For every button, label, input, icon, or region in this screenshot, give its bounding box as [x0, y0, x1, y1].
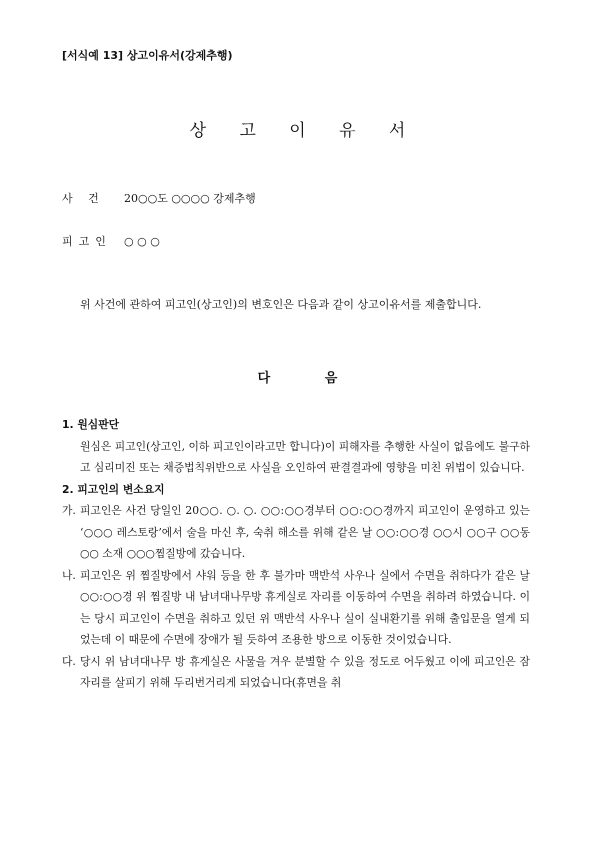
- list-item: [62, 500, 530, 565]
- section-1-body: 원심은 피고인(상고인, 이하 피고인이라고만 합니다)이 피해자를 추행한 사실이 없음에도 불구하고 심리미진 또는 채증법칙위반으로 사실을 오인하여 판결결과에 영향을 미친 위법이 있습니다.: [80, 439, 530, 474]
- item-text: 피고인은 사건 당일인 20○○. ○. ○. ○○:○○경부터 ○○:○○경까지 피고인이 운영하고 있는 ‘○○○ 레스토랑’에서 술을 마신 후, 숙취 해소를 위해 같은 날 ○○:○○경 ○○시 ○○구 ○○동 ○○ 소재 ○○○찜질방에 갔습니다.: [80, 504, 530, 560]
- section-title-1: 1. 원심판단: [62, 418, 120, 431]
- item-marker: 나.: [62, 568, 76, 582]
- case-value: 20○○도 ○○○○ 강제추행: [124, 192, 256, 205]
- form-label: [서식예 13] 상고이유서(강제추행): [62, 49, 233, 62]
- section-heading: 다 음: [257, 371, 338, 386]
- list-item: [62, 651, 530, 694]
- case-label: 사 건: [62, 192, 105, 205]
- defendant-field: [62, 233, 160, 249]
- item-text: 피고인은 위 찜질방에서 샤워 등을 한 후 불가마 맥반석 사우나 실에서 수면을 취하다가 같은 날 ○○:○○경 위 찜질방 내 남녀대나무방 휴게실로 자리를 이동하여 수면을 취하려 하였습니다. 이는 당시 피고인이 수면을 취하고 있던 위 맥반석 사우나 실이 실내환기를 위해 출입문을 열게 되었는데 이 때문에 수면에 장애가 될 듯하여 조용한 방으로 이동한 것이었습니다.: [80, 568, 530, 646]
- item-marker: 다.: [62, 654, 76, 668]
- defendant-label: 피고인: [62, 235, 112, 248]
- document-body: [62, 414, 530, 694]
- item-marker: 가.: [62, 504, 76, 517]
- list-item: [62, 565, 530, 651]
- case-field: [62, 190, 256, 206]
- intro-paragraph: 위 사건에 관하여 피고인(상고인)의 변호인은 다음과 같이 상고이유서를 제출합니다.: [80, 298, 482, 311]
- section-title-2: 2. 피고인의 변소요지: [62, 482, 165, 496]
- item-text: 당시 위 남녀대나무 방 휴게실은 사물을 겨우 분별할 수 있을 정도로 어두웠고 이에 피고인은 잠자리를 살피기 위해 두리번거리게 되었습니다(휴면을 취: [80, 654, 530, 689]
- defendant-value: ○ ○ ○: [124, 235, 160, 248]
- document-title: 상 고 이 유 서: [189, 121, 420, 141]
